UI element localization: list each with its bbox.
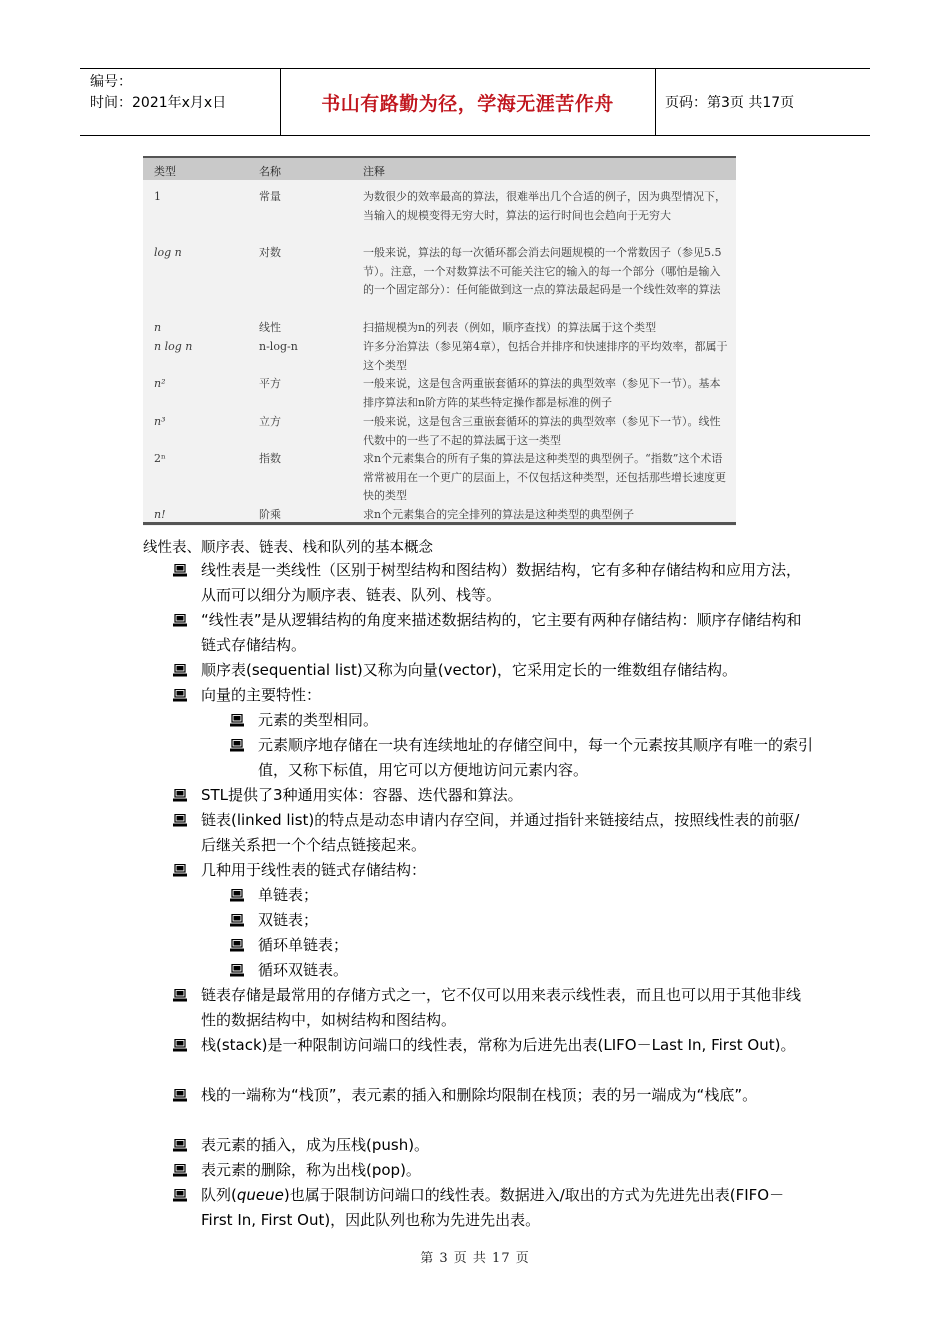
table-cell-name: 立方 xyxy=(259,415,281,428)
number-label: 编号： xyxy=(90,74,132,90)
list-item-text xyxy=(201,1183,813,1233)
table-cell-note: 一般来说，算法的每一次循环都会消去问题规模的一个常数因子（参见5.5节）。注意，一个对数算法不可能关注它的输入的每一个部分（哪怕是输入的一个固定部分）：任何能做到这一点的算法最起码是一个线性效率的算法 xyxy=(363,246,722,296)
list-item-text: 线性表是一类线性（区别于树型结构和图结构）数据结构，它有多种存储结构和应用方法，从而可以细分为顺序表、链表、队列、栈等。 xyxy=(201,561,802,604)
computer-icon xyxy=(173,1089,187,1102)
list-item-text: 元素顺序地存储在一块有连续地址的存储空间中，每一个元素按其顺序有唯一的索引值，又称下标值，用它可以方便地访问元素内容。 xyxy=(258,736,814,779)
table-cell-note: 扫描规模为n的列表（例如，顺序查找）的算法属于这个类型 xyxy=(363,321,657,334)
list-item-text: 双链表； xyxy=(258,911,319,929)
table-cell-type: log n xyxy=(154,246,182,259)
table-cell-note: 为数很少的效率最高的算法，很难举出几个合适的例子，因为典型情况下，当输入的规模变得无穷大时，算法的运行时间也会趋向于无穷大 xyxy=(363,190,726,222)
computer-icon xyxy=(230,964,244,977)
table-cell-type: n xyxy=(154,321,162,334)
queue-term: queue xyxy=(236,1186,284,1204)
list-item-text: 元素的类型相同。 xyxy=(258,711,379,729)
table-cell-name: 对数 xyxy=(259,246,281,259)
list-item-text: 向量的主要特性： xyxy=(201,686,322,704)
queue-prefix: 队列( xyxy=(201,1186,237,1204)
queue-text: )也属于限制访问端口的线性表。数据进入/取出的方式为先进先出表(FIFO－First In, First Out)，因此队列也称为先进先出表。 xyxy=(201,1186,785,1229)
computer-icon xyxy=(173,1139,187,1152)
list-item-text: STL提供了3种通用实体：容器、迭代器和算法。 xyxy=(201,786,523,804)
list-item-text: 顺序表(sequential list)又称为向量(vector)，它采用定长的一维数组存储结构。 xyxy=(201,661,738,679)
list-item-text: 栈(stack)是一种限制访问端口的线性表，常称为后进先出表(LIFO－Last In, First Out)。 xyxy=(201,1036,796,1054)
motto: 书山有路勤为径，学海无涯苦作舟 xyxy=(321,92,614,115)
col-type-header: 类型 xyxy=(154,165,176,178)
table-cell-note: 求n个元素集合的完全排列的算法是这种类型的典型例子 xyxy=(363,508,635,521)
computer-icon xyxy=(230,739,244,752)
table-cell-note: 许多分治算法（参见第4章），包括合并排序和快速排序的平均效率，都属于这个类型 xyxy=(363,340,728,372)
table-cell-note: 求n个元素集合的所有子集的算法是这种类型的典型例子。“指数”这个术语常常被用在一个更广的层面上，不仅包括这种类型，还包括那些增长速度更快的类型 xyxy=(363,452,726,502)
header-divider-2 xyxy=(655,68,656,136)
table-cell-note: 一般来说，这是包含两重嵌套循环的算法的典型效率（参见下一节）。基本排序算法和n阶方阵的某些特定操作都是标准的例子 xyxy=(363,377,721,409)
computer-icon xyxy=(173,1039,187,1052)
list-item-text: 循环单链表； xyxy=(258,936,349,954)
computer-icon xyxy=(173,614,187,627)
table-cell-name: 常量 xyxy=(259,190,281,203)
table-cell-type: n log n xyxy=(154,340,193,353)
computer-icon xyxy=(230,914,244,927)
computer-icon xyxy=(173,689,187,702)
time-label: 时间：2021年x月x日 xyxy=(90,95,227,111)
table-header xyxy=(143,156,736,180)
list-item-text: 栈的一端称为“栈顶”，表元素的插入和删除均限制在栈顶；表的另一端成为“栈底”。 xyxy=(201,1086,758,1104)
table-cell-name: 线性 xyxy=(259,321,281,334)
table-cell-type: 1 xyxy=(154,190,161,203)
table-cell-name: 阶乘 xyxy=(259,508,281,521)
table-bottom-rule xyxy=(143,522,736,525)
table-cell-type: 2ⁿ xyxy=(154,452,166,465)
computer-icon xyxy=(173,664,187,677)
list-item-text: 链表存储是最常用的存储方式之一，它不仅可以用来表示线性表，而且也可以用于其他非线性的数据结构中，如树结构和图结构。 xyxy=(201,986,802,1029)
computer-icon xyxy=(230,939,244,952)
list-item-text: 单链表； xyxy=(258,886,319,904)
table-cell-name: 指数 xyxy=(259,452,281,465)
table-cell-type: n³ xyxy=(154,415,166,428)
table-cell-type: n! xyxy=(154,508,166,521)
page-info: 页码：第3页 共17页 xyxy=(665,95,795,111)
computer-icon xyxy=(173,864,187,877)
list-item-text: 表元素的插入，成为压栈(push)。 xyxy=(201,1136,430,1154)
computer-icon xyxy=(173,814,187,827)
header-meta xyxy=(90,72,226,114)
computer-icon xyxy=(230,889,244,902)
computer-icon xyxy=(173,1164,187,1177)
col-name-header: 名称 xyxy=(259,165,281,178)
page-header xyxy=(80,68,870,136)
table-cell-name: n-log-n xyxy=(259,340,298,353)
complexity-table xyxy=(143,156,736,526)
list-item-text: 表元素的删除，称为出栈(pop)。 xyxy=(201,1161,421,1179)
computer-icon xyxy=(173,1189,187,1202)
page-footer: 第 3 页 共 17 页 xyxy=(420,1251,530,1266)
table-cell-name: 平方 xyxy=(259,377,281,390)
list-item-text: 链表(linked list)的特点是动态申请内存空间，并通过指针来链接结点，按照线性表的前驱/后继关系把一个个结点链接起来。 xyxy=(201,811,800,854)
table-cell-note: 一般来说，这是包含三重嵌套循环的算法的典型效率（参见下一节）。线性代数中的一些了不起的算法属于这一类型 xyxy=(363,415,721,447)
computer-icon xyxy=(173,989,187,1002)
col-note-header: 注释 xyxy=(363,165,385,178)
computer-icon xyxy=(173,564,187,577)
list-item-text: 循环双链表。 xyxy=(258,961,349,979)
computer-icon xyxy=(173,789,187,802)
table-cell-type: n² xyxy=(154,377,166,390)
section-title: 线性表、顺序表、链表、栈和队列的基本概念 xyxy=(143,540,433,556)
list-item-text: 几种用于线性表的链式存储结构： xyxy=(201,861,427,879)
list-item-text: “线性表”是从逻辑结构的角度来描述数据结构的，它主要有两种存储结构：顺序存储结构和链式存储结构。 xyxy=(201,611,802,654)
computer-icon xyxy=(230,714,244,727)
